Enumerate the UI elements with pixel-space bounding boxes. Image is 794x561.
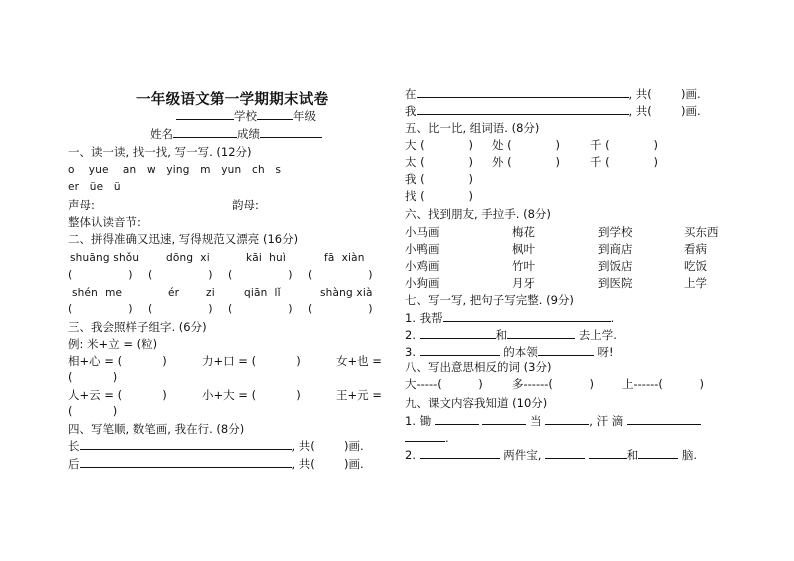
pinyin-9: shàng xià xyxy=(320,287,373,299)
compose-item[interactable]: 人+云 = ( ) xyxy=(68,388,167,402)
stroke-blank[interactable] xyxy=(80,456,292,468)
recite-2-blank-4[interactable] xyxy=(638,447,678,459)
answer-paren[interactable]: ( ) xyxy=(308,268,373,281)
pinyin-2: dōng xi xyxy=(166,252,210,264)
sentence-2 xyxy=(405,327,617,342)
antonym-item[interactable]: 大-----( ) xyxy=(405,377,483,391)
recite-1-start: 1. 锄 xyxy=(405,414,432,428)
section-1-syllables-2: er üe ü xyxy=(68,181,121,193)
recite-2-end: 脑. xyxy=(681,448,698,462)
sentence-1-start: 1. 我帮 xyxy=(405,311,443,325)
score-blank[interactable] xyxy=(260,126,322,138)
stroke-tail: , 共( )画. xyxy=(628,104,701,118)
sentence-2-and: 和 xyxy=(495,328,508,342)
sentence-3-start: 3. xyxy=(405,345,416,359)
answer-paren[interactable]: ( ) xyxy=(228,268,293,281)
match-col4-item[interactable]: 吃饭 xyxy=(684,259,707,273)
match-col1-item[interactable]: 小鸭画 xyxy=(405,242,440,256)
sentence-3 xyxy=(405,344,614,359)
antonym-item[interactable]: 多------( ) xyxy=(512,377,594,391)
recite-2-blank-3[interactable] xyxy=(589,447,627,459)
section-2-heading: 二、拼得准确又迅速, 写得规范又漂亮 (16分) xyxy=(68,232,299,246)
match-col4-item[interactable]: 看病 xyxy=(684,242,707,256)
match-col3-item[interactable]: 到饭店 xyxy=(598,259,633,273)
section-1-heading: 一、读一读, 找一找, 写一写. (12分) xyxy=(68,145,252,159)
sentence-2-end: 去上学. xyxy=(578,328,617,342)
recite-2 xyxy=(405,447,697,462)
stroke-tail: , 共( )画. xyxy=(291,457,364,471)
answer-paren[interactable]: ( ) xyxy=(148,302,213,315)
school-blank[interactable] xyxy=(176,108,234,120)
compose-item[interactable]: 小+大 = ( ) xyxy=(202,388,301,402)
stroke-blank[interactable] xyxy=(417,86,629,98)
recite-1-blank-4[interactable] xyxy=(627,413,701,425)
sentence-2-blank-2[interactable] xyxy=(507,327,575,339)
compose-item[interactable]: 相+心 = ( ) xyxy=(68,354,167,368)
stroke-char: 我 xyxy=(405,104,417,118)
recite-1 xyxy=(405,413,701,428)
recite-1-hanzi: , 汗 滴 xyxy=(589,414,624,428)
compare-item[interactable]: 千 ( ) xyxy=(590,155,658,169)
match-col2-item[interactable]: 竹叶 xyxy=(512,259,535,273)
grade-label: 年级 xyxy=(293,109,316,123)
sentence-1 xyxy=(405,310,614,325)
sentence-3-end: 呀! xyxy=(597,345,614,359)
compare-item[interactable]: 外 ( ) xyxy=(492,155,560,169)
stroke-char: 后 xyxy=(68,457,80,471)
sentence-1-blank[interactable] xyxy=(443,310,611,322)
stroke-char: 在 xyxy=(405,87,417,101)
match-col2-item[interactable]: 枫叶 xyxy=(512,242,535,256)
compare-item[interactable]: 处 ( ) xyxy=(492,138,560,152)
sentence-2-start: 2. xyxy=(405,328,416,342)
recite-1-blank-5[interactable] xyxy=(405,430,445,442)
match-col4-item[interactable]: 上学 xyxy=(684,276,707,290)
recite-2-blank-1[interactable] xyxy=(420,447,500,459)
section-9-heading: 九、课文内容我知道 (10分) xyxy=(405,396,548,410)
match-col2-item[interactable]: 月牙 xyxy=(512,276,535,290)
recite-1-blank-2[interactable] xyxy=(482,413,526,425)
stroke-row-hou xyxy=(68,456,364,471)
compare-item[interactable]: 太 ( ) xyxy=(405,155,473,169)
recite-1-dang: 当 xyxy=(530,414,542,428)
match-col1-item[interactable]: 小狗画 xyxy=(405,276,440,290)
name-label: 姓名 xyxy=(150,127,173,141)
grade-blank[interactable] xyxy=(257,108,293,120)
section-4-heading: 四、写笔顺, 数笔画, 我在行. (8分) xyxy=(68,422,245,436)
stroke-tail: , 共( )画. xyxy=(291,439,364,453)
name-blank[interactable] xyxy=(173,126,237,138)
school-grade-line xyxy=(176,108,316,123)
answer-paren[interactable]: ( ) xyxy=(68,302,133,315)
sentence-2-blank-1[interactable] xyxy=(420,327,496,339)
compose-item[interactable]: 力+口 = ( ) xyxy=(202,354,301,368)
section-6-heading: 六、找到朋友, 手拉手. (8分) xyxy=(405,207,551,221)
pinyin-6: ér xyxy=(168,287,180,299)
stroke-tail: , 共( )画. xyxy=(628,87,701,101)
sentence-3-blank-2[interactable] xyxy=(538,344,594,356)
compose-wrap[interactable]: ( ) xyxy=(68,404,118,418)
answer-paren[interactable]: ( ) xyxy=(308,302,373,315)
match-col3-item[interactable]: 到医院 xyxy=(598,276,633,290)
score-label: 成绩 xyxy=(237,127,260,141)
stroke-row-zai xyxy=(405,86,701,101)
compose-item[interactable]: 女+也 = xyxy=(336,354,382,368)
compare-item[interactable]: 我 ( ) xyxy=(405,172,473,186)
recite-1-end: . xyxy=(445,431,449,445)
sentence-1-end: . xyxy=(610,311,615,325)
pinyin-3: kāi huì xyxy=(246,252,286,264)
sentence-3-mid: 的本领 xyxy=(503,345,538,359)
recite-2-blank-2[interactable] xyxy=(545,447,585,459)
compose-item[interactable]: 王+元 = xyxy=(336,388,382,402)
compose-wrap[interactable]: ( ) xyxy=(68,370,118,384)
answer-paren[interactable]: ( ) xyxy=(68,268,133,281)
yunmu-label: 韵母: xyxy=(232,198,259,212)
exam-title: 一年级语文第一学期期末试卷 xyxy=(136,92,329,108)
pinyin-8: qiān lǐ xyxy=(244,287,281,299)
pinyin-7: zi xyxy=(206,287,215,299)
compare-item[interactable]: 千 ( ) xyxy=(590,138,658,152)
pinyin-5: shén me xyxy=(72,287,123,299)
recite-1-wrap xyxy=(405,430,449,445)
stroke-blank[interactable] xyxy=(80,438,292,450)
recite-2-and: 和 xyxy=(626,448,639,462)
answer-paren[interactable]: ( ) xyxy=(228,302,293,315)
recite-1-blank-3[interactable] xyxy=(545,413,589,425)
zhengti-label: 整体认读音节: xyxy=(68,215,141,229)
pinyin-1: shuāng shǒu xyxy=(70,252,140,264)
section-8-heading: 八、写出意思相反的词 (3分) xyxy=(405,360,552,374)
answer-paren[interactable]: ( ) xyxy=(148,268,213,281)
match-col1-item[interactable]: 小鸡画 xyxy=(405,259,440,273)
match-col2-item[interactable]: 梅花 xyxy=(512,225,535,239)
antonym-item[interactable]: 上------( ) xyxy=(622,377,704,391)
recite-1-blank-1[interactable] xyxy=(435,413,479,425)
stroke-blank[interactable] xyxy=(417,103,629,115)
name-score-line xyxy=(150,126,322,141)
match-col3-item[interactable]: 到商店 xyxy=(598,242,633,256)
section-1-syllables-1: o yue an w ying m yun ch s xyxy=(68,164,282,176)
section-3-example: 例: 米+立 = (粒) xyxy=(68,337,158,351)
stroke-row-chang xyxy=(68,438,364,453)
pinyin-4: fā xiàn xyxy=(324,252,365,264)
compare-item[interactable]: 找 ( ) xyxy=(405,189,473,203)
school-label: 学校 xyxy=(234,109,257,123)
match-col1-item[interactable]: 小马画 xyxy=(405,225,440,239)
stroke-row-wo xyxy=(405,103,701,118)
recite-2-start: 2. xyxy=(405,448,416,462)
section-7-heading: 七、写一写, 把句子写完整. (9分) xyxy=(405,293,574,307)
shengmu-label: 声母: xyxy=(68,198,95,212)
recite-2-mid: 两件宝, xyxy=(503,448,542,462)
section-3-heading: 三、我会照样子组字. (6分) xyxy=(68,320,207,334)
sentence-3-blank-1[interactable] xyxy=(420,344,500,356)
stroke-char: 长 xyxy=(68,439,80,453)
match-col3-item[interactable]: 到学校 xyxy=(598,225,633,239)
section-5-heading: 五、比一比, 组词语. (8分) xyxy=(405,121,540,135)
compare-item[interactable]: 大 ( ) xyxy=(405,138,473,152)
match-col4-item[interactable]: 买东西 xyxy=(684,225,719,239)
